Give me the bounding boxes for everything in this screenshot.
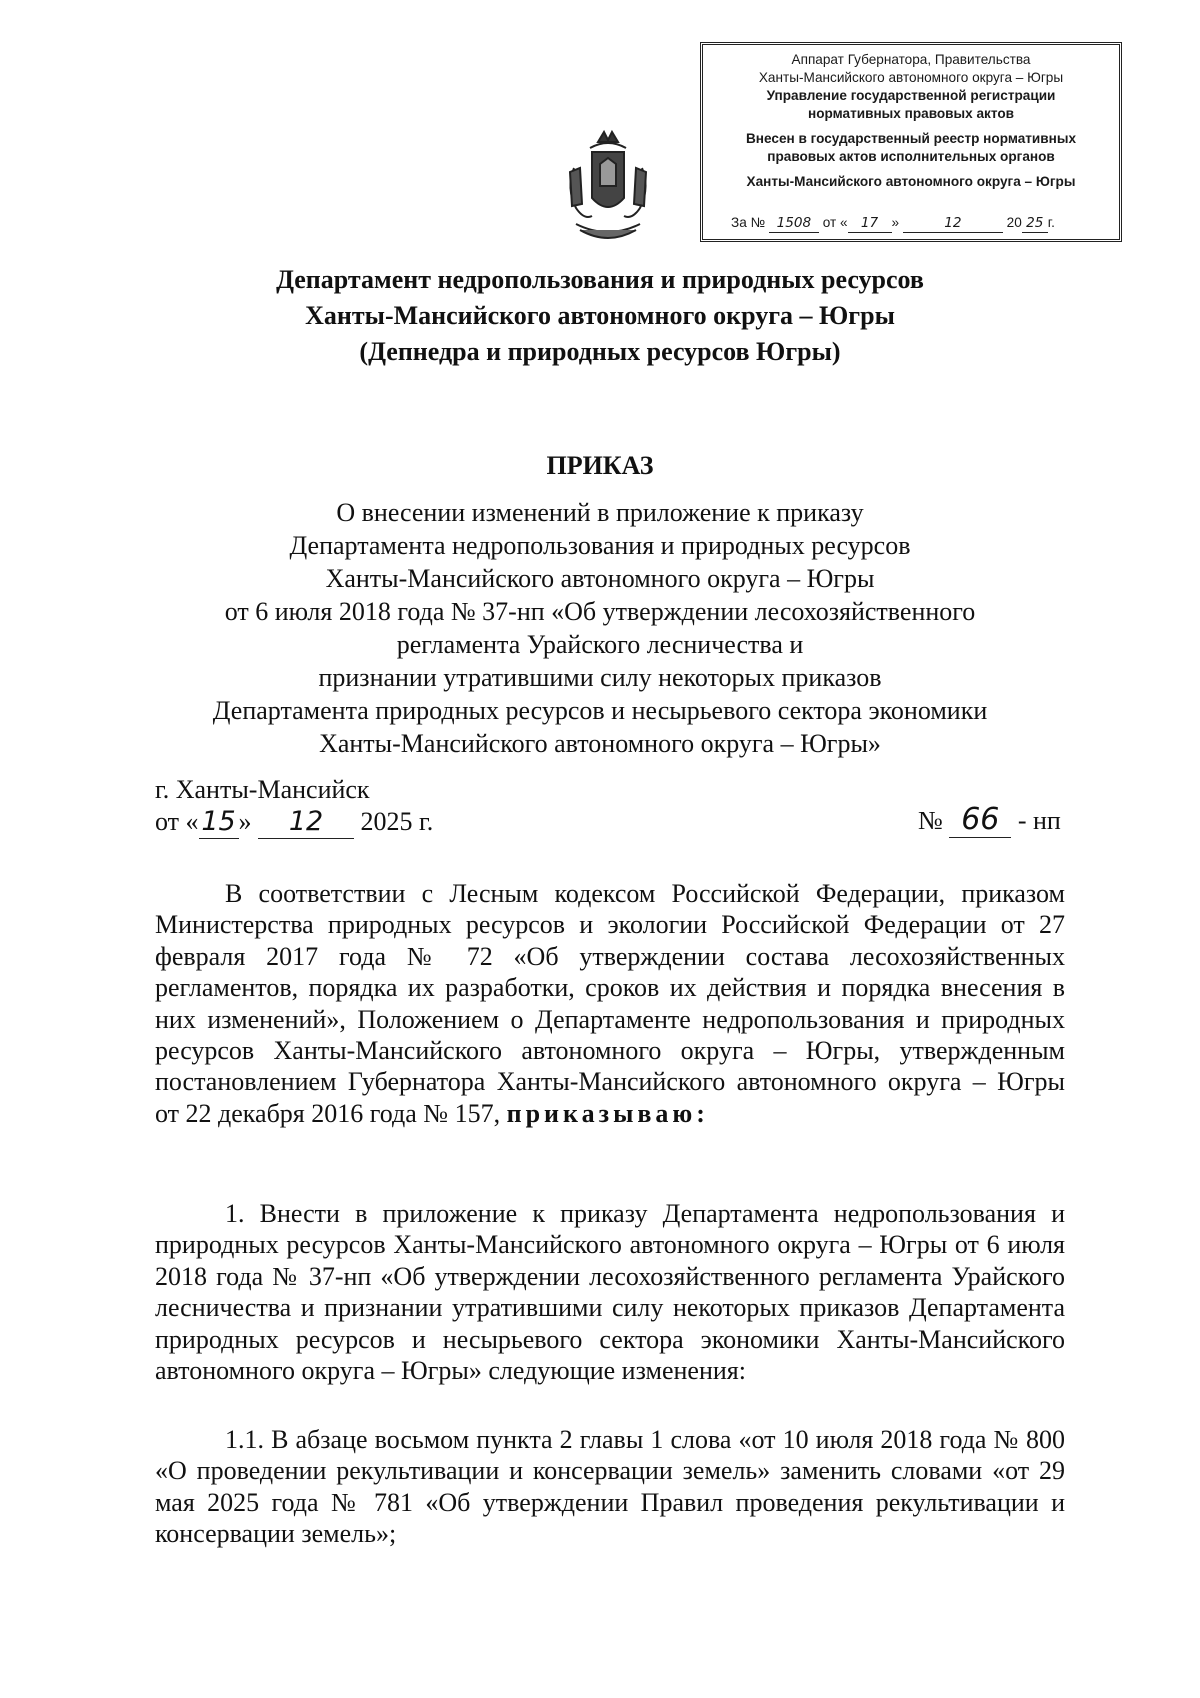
title-line: регламента Урайского лесничества и [396, 630, 804, 659]
stamp-region: Ханты-Мансийского автономного округа – Югры [746, 174, 1076, 189]
item-1-1-paragraph: 1.1. В абзаце восьмом пункта 2 главы 1 слова «от 10 июля 2018 года № 800 «О проведении рекультивации и консервации земель» заменить словами «от 29 мая 2025 года № 781 «Об утверждении Правил проведения рекультивации и консервации земель»; [155, 1425, 1065, 1549]
stamp-line: Управление государственной регистрации [766, 88, 1056, 103]
preamble-text: В соответствии с Лесным кодексом Российской Федерации, приказом Министерства природных ресурсов и экологии Российской Федерации от 27 февраля 2017 года № 72 «Об утверждении состава лесохозяйственных регламентов, порядка их разработки, сроков их действия и порядка внесения в них изменений», Положением о Департаменте недропользования и природных ресурсов Ханты-Мансийского автономного округа – Югры, утвержденным постановлением Губернатора Ханты-Мансийского автономного округа – Югры от 22 декабря 2016 года № 157, [155, 879, 1065, 1128]
title-line: Ханты-Мансийского автономного округа – Югры [325, 564, 875, 593]
order-word: приказываю: [506, 1098, 709, 1128]
date-quote: » [238, 807, 252, 836]
title-line: Департамента недропользования и природных ресурсов [289, 531, 911, 560]
stamp-reg-quote: » [891, 215, 900, 230]
date-day: 15 [199, 806, 239, 839]
stamp-reg-month: 12 [903, 214, 1003, 233]
place: г. Ханты-Мансийск [155, 775, 370, 804]
stamp-reg-year: 25 [1022, 214, 1048, 233]
date-year: 2025 г. [360, 807, 434, 836]
stamp-reg-day: 17 [848, 214, 892, 233]
title-line: признании утратившими силу некоторых приказов [318, 663, 882, 692]
title-line: Департамента природных ресурсов и несырьевого сектора экономики [212, 696, 988, 725]
order-number [918, 803, 1061, 838]
document-type: ПРИКАЗ [546, 451, 654, 480]
number-value: 66 [949, 803, 1011, 838]
coat-of-arms-emblem [560, 128, 656, 246]
preamble-paragraph [155, 878, 1065, 1129]
stamp-reg-number: 1508 [769, 214, 819, 233]
order-date [155, 806, 433, 839]
stamp-line: Ханты-Мансийского автономного округа – Югры [758, 70, 1064, 85]
stamp-registration-line [731, 214, 1101, 233]
stamp-reg-from: от « [822, 215, 848, 230]
stamp-registry-line: правовых актов исполнительных органов [767, 149, 1055, 164]
org-name-line: Ханты-Мансийского автономного округа – Югры [305, 301, 895, 330]
date-prefix: от « [155, 807, 199, 836]
org-name-line: Департамент недропользования и природных ресурсов [276, 265, 924, 294]
item-1-paragraph: 1. Внести в приложение к приказу Департамента недропользования и природных ресурсов Ханты-Мансийского автономного округа – Югры от 6 июля 2018 года № 37-нп «Об утверждении лесохозяйственного регламента Урайского лесничества и признании утратившими силу некоторых приказов Департамента природных ресурсов и несырьевого сектора экономики Ханты-Мансийского автономного округа – Югры» следующие изменения: [155, 1199, 1065, 1386]
stamp-reg-end: г. [1047, 215, 1055, 230]
org-short-name: (Депнедра и природных ресурсов Югры) [359, 337, 841, 366]
number-prefix: № [918, 806, 943, 835]
title-line: О внесении изменений в приложение к приказу [336, 498, 864, 527]
stamp-reg-prefix: За № [731, 215, 766, 230]
registration-stamp [700, 42, 1122, 242]
title-line: Ханты-Мансийского автономного округа – Югры» [319, 729, 881, 758]
number-suffix: - нп [1017, 806, 1061, 835]
stamp-line: нормативных правовых актов [808, 106, 1014, 121]
title-line: от 6 июля 2018 года № 37-нп «Об утверждении лесохозяйственного [224, 597, 976, 626]
date-month: 12 [258, 806, 354, 839]
stamp-reg-year-prefix: 20 [1006, 215, 1022, 230]
stamp-line: Аппарат Губернатора, Правительства [791, 52, 1031, 67]
stamp-registry-line: Внесен в государственный реестр нормативных [745, 131, 1077, 146]
